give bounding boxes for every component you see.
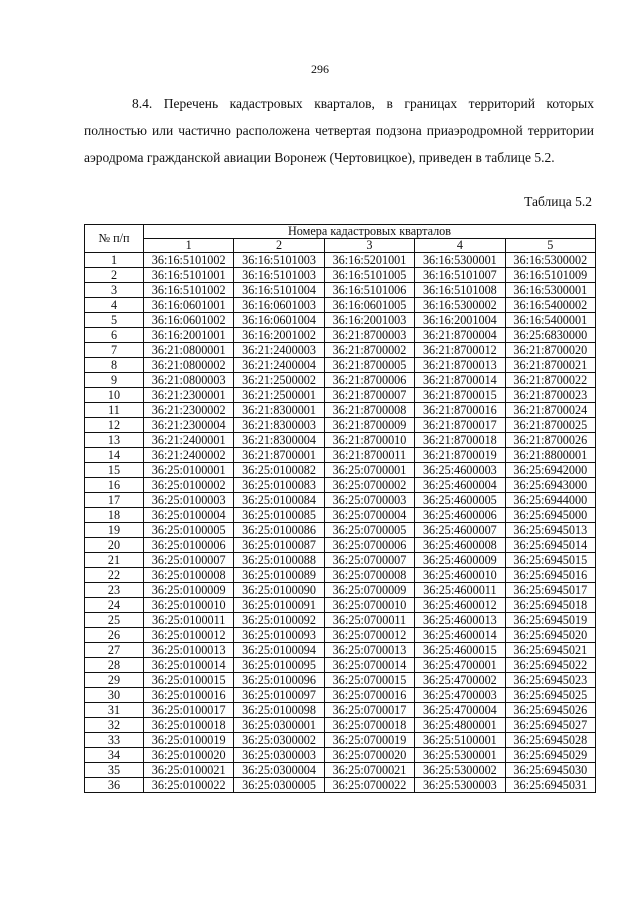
- cadastral-number-cell: 36:21:8300003: [234, 418, 324, 433]
- cadastral-number-cell: 36:25:0700013: [324, 643, 414, 658]
- column-number-header: 3: [324, 239, 414, 253]
- cadastral-number-cell: 36:21:2300002: [144, 403, 234, 418]
- cadastral-number-cell: 36:25:0100090: [234, 583, 324, 598]
- row-number-cell: 10: [85, 388, 144, 403]
- cadastral-number-cell: 36:16:5101002: [144, 283, 234, 298]
- row-number-header: № п/п: [85, 225, 144, 253]
- cadastral-number-cell: 36:25:0700020: [324, 748, 414, 763]
- cadastral-number-cell: 36:25:4600007: [415, 523, 505, 538]
- cadastral-number-cell: 36:25:6944000: [505, 493, 595, 508]
- cadastral-number-cell: 36:25:0100002: [144, 478, 234, 493]
- table-row: [85, 478, 596, 493]
- cadastral-number-cell: 36:21:8700023: [505, 388, 595, 403]
- cadastral-number-cell: 36:25:0700001: [324, 463, 414, 478]
- cadastral-number-cell: 36:16:0601001: [144, 298, 234, 313]
- cadastral-number-cell: 36:25:6945016: [505, 568, 595, 583]
- cadastral-number-cell: 36:25:0700021: [324, 763, 414, 778]
- table-row: [85, 553, 596, 568]
- row-number-cell: 3: [85, 283, 144, 298]
- table-row: [85, 508, 596, 523]
- row-number-cell: 20: [85, 538, 144, 553]
- cadastral-number-cell: 36:21:2500002: [234, 373, 324, 388]
- row-number-cell: 23: [85, 583, 144, 598]
- cadastral-number-cell: 36:25:0100083: [234, 478, 324, 493]
- cadastral-number-cell: 36:25:0700022: [324, 778, 414, 793]
- cadastral-number-cell: 36:25:0700007: [324, 553, 414, 568]
- cadastral-number-cell: 36:25:6945030: [505, 763, 595, 778]
- cadastral-number-cell: 36:25:4600010: [415, 568, 505, 583]
- cadastral-number-cell: 36:25:5300003: [415, 778, 505, 793]
- cadastral-number-cell: 36:25:4600008: [415, 538, 505, 553]
- table-caption: Таблица 5.2: [524, 194, 592, 209]
- cadastral-number-cell: 36:21:0800002: [144, 358, 234, 373]
- cadastral-number-cell: 36:25:0100082: [234, 463, 324, 478]
- cadastral-number-cell: 36:25:6945014: [505, 538, 595, 553]
- cadastral-number-cell: 36:25:0100097: [234, 688, 324, 703]
- cadastral-number-cell: 36:21:8700010: [324, 433, 414, 448]
- cadastral-number-cell: 36:25:0100006: [144, 538, 234, 553]
- table-row: [85, 463, 596, 478]
- row-number-cell: 29: [85, 673, 144, 688]
- cadastral-number-cell: 36:25:0700018: [324, 718, 414, 733]
- row-number-cell: 33: [85, 733, 144, 748]
- row-number-cell: 36: [85, 778, 144, 793]
- table-row: [85, 718, 596, 733]
- cadastral-number-cell: 36:25:0100007: [144, 553, 234, 568]
- cadastral-number-cell: 36:25:4700004: [415, 703, 505, 718]
- cadastral-number-cell: 36:21:8700002: [324, 343, 414, 358]
- cadastral-number-cell: 36:25:6945029: [505, 748, 595, 763]
- cadastral-number-cell: 36:25:0700012: [324, 628, 414, 643]
- row-number-cell: 7: [85, 343, 144, 358]
- cadastral-number-cell: 36:25:6942000: [505, 463, 595, 478]
- row-number-cell: 31: [85, 703, 144, 718]
- table-body: [85, 253, 596, 793]
- cadastral-number-cell: 36:21:8700018: [415, 433, 505, 448]
- table-row: [85, 418, 596, 433]
- cadastral-number-cell: 36:25:0100015: [144, 673, 234, 688]
- cadastral-number-cell: 36:16:5101003: [234, 253, 324, 268]
- column-number-header: 1: [144, 239, 234, 253]
- cadastral-number-cell: 36:21:8700012: [415, 343, 505, 358]
- cadastral-number-cell: 36:21:8300004: [234, 433, 324, 448]
- row-number-cell: 30: [85, 688, 144, 703]
- cadastral-number-cell: 36:25:0100093: [234, 628, 324, 643]
- cadastral-number-cell: 36:21:2400001: [144, 433, 234, 448]
- cadastral-number-cell: 36:16:5300002: [505, 253, 595, 268]
- cadastral-number-cell: 36:16:2001003: [324, 313, 414, 328]
- cadastral-number-cell: 36:25:0100011: [144, 613, 234, 628]
- table-row: [85, 268, 596, 283]
- column-number-header: 5: [505, 239, 595, 253]
- cadastral-number-cell: 36:16:5101008: [415, 283, 505, 298]
- cadastral-number-cell: 36:21:8700017: [415, 418, 505, 433]
- cadastral-number-cell: 36:16:5101006: [324, 283, 414, 298]
- cadastral-number-cell: 36:25:0700009: [324, 583, 414, 598]
- cadastral-number-cell: 36:25:5300002: [415, 763, 505, 778]
- cadastral-number-cell: 36:25:0100009: [144, 583, 234, 598]
- table-column-numbers-row: [85, 239, 596, 253]
- cadastral-number-cell: 36:25:4600009: [415, 553, 505, 568]
- cadastral-number-cell: 36:25:0100098: [234, 703, 324, 718]
- row-number-cell: 2: [85, 268, 144, 283]
- cadastral-number-cell: 36:25:6945027: [505, 718, 595, 733]
- cadastral-number-cell: 36:21:8700021: [505, 358, 595, 373]
- cadastral-number-cell: 36:25:6945020: [505, 628, 595, 643]
- cadastral-number-cell: 36:21:0800001: [144, 343, 234, 358]
- cadastral-number-cell: 36:25:6945013: [505, 523, 595, 538]
- cadastral-number-cell: 36:25:4700001: [415, 658, 505, 673]
- cadastral-number-cell: 36:25:0700017: [324, 703, 414, 718]
- table-row: [85, 628, 596, 643]
- cadastral-number-cell: 36:21:8700004: [415, 328, 505, 343]
- cadastral-number-cell: 36:25:0700006: [324, 538, 414, 553]
- cadastral-number-cell: 36:16:5101002: [144, 253, 234, 268]
- cadastral-number-cell: 36:25:4600012: [415, 598, 505, 613]
- cadastral-number-cell: 36:21:8800001: [505, 448, 595, 463]
- cadastral-number-cell: 36:25:6945018: [505, 598, 595, 613]
- cadastral-number-cell: 36:25:0100004: [144, 508, 234, 523]
- row-number-cell: 14: [85, 448, 144, 463]
- row-number-cell: 27: [85, 643, 144, 658]
- table-row: [85, 388, 596, 403]
- cadastral-number-cell: 36:21:8700025: [505, 418, 595, 433]
- cadastral-number-cell: 36:21:0800003: [144, 373, 234, 388]
- row-number-cell: 15: [85, 463, 144, 478]
- cadastral-number-cell: 36:25:4700003: [415, 688, 505, 703]
- cadastral-number-cell: 36:25:6830000: [505, 328, 595, 343]
- cadastral-number-cell: 36:25:4700002: [415, 673, 505, 688]
- cadastral-number-cell: 36:21:8700013: [415, 358, 505, 373]
- table-row: [85, 778, 596, 793]
- cadastral-number-cell: 36:25:0700011: [324, 613, 414, 628]
- cadastral-number-cell: 36:25:0100005: [144, 523, 234, 538]
- cadastral-numbers-header: Номера кадастровых кварталов: [144, 225, 596, 239]
- cadastral-number-cell: 36:25:6945017: [505, 583, 595, 598]
- table-row: [85, 763, 596, 778]
- cadastral-number-cell: 36:25:0100008: [144, 568, 234, 583]
- cadastral-number-cell: 36:25:0100087: [234, 538, 324, 553]
- cadastral-number-cell: 36:25:0700019: [324, 733, 414, 748]
- cadastral-quarters-table: [84, 224, 596, 793]
- cadastral-number-cell: 36:21:8700006: [324, 373, 414, 388]
- table-row: [85, 373, 596, 388]
- cadastral-number-cell: 36:16:5300002: [415, 298, 505, 313]
- cadastral-number-cell: 36:25:0100089: [234, 568, 324, 583]
- row-number-cell: 21: [85, 553, 144, 568]
- row-number-cell: 19: [85, 523, 144, 538]
- cadastral-number-cell: 36:25:0100010: [144, 598, 234, 613]
- cadastral-number-cell: 36:16:5201001: [324, 253, 414, 268]
- cadastral-number-cell: 36:16:0601004: [234, 313, 324, 328]
- cadastral-number-cell: 36:25:4600011: [415, 583, 505, 598]
- cadastral-number-cell: 36:25:0700016: [324, 688, 414, 703]
- row-number-cell: 11: [85, 403, 144, 418]
- cadastral-number-cell: 36:25:0700010: [324, 598, 414, 613]
- column-number-header: 2: [234, 239, 324, 253]
- cadastral-number-cell: 36:25:0100021: [144, 763, 234, 778]
- cadastral-number-cell: 36:25:0100091: [234, 598, 324, 613]
- cadastral-number-cell: 36:25:6945015: [505, 553, 595, 568]
- cadastral-number-cell: 36:25:6945021: [505, 643, 595, 658]
- cadastral-number-cell: 36:21:8700020: [505, 343, 595, 358]
- cadastral-number-cell: 36:21:8700005: [324, 358, 414, 373]
- table-row: [85, 328, 596, 343]
- cadastral-number-cell: 36:16:5101004: [234, 283, 324, 298]
- row-number-cell: 32: [85, 718, 144, 733]
- table-row: [85, 583, 596, 598]
- row-number-cell: 1: [85, 253, 144, 268]
- cadastral-number-cell: 36:21:8700001: [234, 448, 324, 463]
- table-row: [85, 493, 596, 508]
- row-number-cell: 16: [85, 478, 144, 493]
- row-number-cell: 13: [85, 433, 144, 448]
- cadastral-number-cell: 36:21:8700014: [415, 373, 505, 388]
- cadastral-number-cell: 36:25:5100001: [415, 733, 505, 748]
- row-number-cell: 8: [85, 358, 144, 373]
- cadastral-number-cell: 36:25:0700004: [324, 508, 414, 523]
- cadastral-number-cell: 36:25:0100094: [234, 643, 324, 658]
- cadastral-number-cell: 36:25:0700008: [324, 568, 414, 583]
- row-number-cell: 24: [85, 598, 144, 613]
- table-row: [85, 253, 596, 268]
- table-row: [85, 358, 596, 373]
- cadastral-number-cell: 36:21:8700015: [415, 388, 505, 403]
- cadastral-number-cell: 36:25:0100088: [234, 553, 324, 568]
- cadastral-number-cell: 36:25:0300001: [234, 718, 324, 733]
- cadastral-number-cell: 36:25:0100013: [144, 643, 234, 658]
- page-number: 296: [311, 62, 329, 76]
- table-row: [85, 598, 596, 613]
- table-group-header-row: [85, 225, 596, 239]
- cadastral-number-cell: 36:25:0100084: [234, 493, 324, 508]
- table-row: [85, 688, 596, 703]
- cadastral-number-cell: 36:16:2001001: [144, 328, 234, 343]
- cadastral-number-cell: 36:25:0100001: [144, 463, 234, 478]
- cadastral-number-cell: 36:25:0100022: [144, 778, 234, 793]
- cadastral-number-cell: 36:16:5101005: [324, 268, 414, 283]
- cadastral-number-cell: 36:25:4600015: [415, 643, 505, 658]
- cadastral-number-cell: 36:25:6945028: [505, 733, 595, 748]
- cadastral-number-cell: 36:16:0601002: [144, 313, 234, 328]
- cadastral-number-cell: 36:25:0100092: [234, 613, 324, 628]
- cadastral-number-cell: 36:25:6945026: [505, 703, 595, 718]
- cadastral-number-cell: 36:21:2300004: [144, 418, 234, 433]
- table-row: [85, 643, 596, 658]
- cadastral-number-cell: 36:21:2400004: [234, 358, 324, 373]
- cadastral-number-cell: 36:25:0100003: [144, 493, 234, 508]
- cadastral-number-cell: 36:25:0300002: [234, 733, 324, 748]
- cadastral-number-cell: 36:21:8700003: [324, 328, 414, 343]
- cadastral-number-cell: 36:21:8700016: [415, 403, 505, 418]
- cadastral-number-cell: 36:25:6945022: [505, 658, 595, 673]
- cadastral-number-cell: 36:25:6945031: [505, 778, 595, 793]
- cadastral-number-cell: 36:25:0100085: [234, 508, 324, 523]
- cadastral-number-cell: 36:25:6945019: [505, 613, 595, 628]
- row-number-cell: 28: [85, 658, 144, 673]
- table-row: [85, 658, 596, 673]
- table-row: [85, 433, 596, 448]
- row-number-cell: 25: [85, 613, 144, 628]
- cadastral-number-cell: 36:25:0700014: [324, 658, 414, 673]
- table-row: [85, 403, 596, 418]
- cadastral-number-cell: 36:25:4600003: [415, 463, 505, 478]
- row-number-cell: 17: [85, 493, 144, 508]
- cadastral-number-cell: 36:25:6945023: [505, 673, 595, 688]
- cadastral-number-cell: 36:25:0100012: [144, 628, 234, 643]
- table-row: [85, 283, 596, 298]
- cadastral-number-cell: 36:25:4600005: [415, 493, 505, 508]
- cadastral-number-cell: 36:16:5101007: [415, 268, 505, 283]
- cadastral-number-cell: 36:16:5300001: [505, 283, 595, 298]
- cadastral-number-cell: 36:25:0300003: [234, 748, 324, 763]
- column-number-header: 4: [415, 239, 505, 253]
- cadastral-number-cell: 36:25:4600004: [415, 478, 505, 493]
- intro-paragraph: 8.4. Перечень кадастровых кварталов, в границах территорий которых полностью или частично расположена четвертая подзона приаэродромной территории аэродрома гражданской авиации Воронеж (Чертовицкое), приведен в таблице 5.2.: [84, 96, 594, 165]
- cadastral-number-cell: 36:25:0100095: [234, 658, 324, 673]
- row-number-cell: 18: [85, 508, 144, 523]
- cadastral-number-cell: 36:16:5101001: [144, 268, 234, 283]
- cadastral-number-cell: 36:25:0100019: [144, 733, 234, 748]
- cadastral-number-cell: 36:16:5101009: [505, 268, 595, 283]
- row-number-cell: 35: [85, 763, 144, 778]
- table-row: [85, 673, 596, 688]
- cadastral-number-cell: 36:25:0300004: [234, 763, 324, 778]
- cadastral-number-cell: 36:25:6943000: [505, 478, 595, 493]
- row-number-cell: 4: [85, 298, 144, 313]
- row-number-cell: 34: [85, 748, 144, 763]
- cadastral-number-cell: 36:21:8700026: [505, 433, 595, 448]
- cadastral-number-cell: 36:25:0100014: [144, 658, 234, 673]
- table-row: [85, 748, 596, 763]
- cadastral-number-cell: 36:25:0100016: [144, 688, 234, 703]
- cadastral-number-cell: 36:21:8700011: [324, 448, 414, 463]
- cadastral-number-cell: 36:25:0300005: [234, 778, 324, 793]
- cadastral-number-cell: 36:16:5101003: [234, 268, 324, 283]
- cadastral-number-cell: 36:21:2500001: [234, 388, 324, 403]
- table-row: [85, 568, 596, 583]
- cadastral-number-cell: 36:16:5400002: [505, 298, 595, 313]
- table-row: [85, 298, 596, 313]
- cadastral-number-cell: 36:25:6945000: [505, 508, 595, 523]
- cadastral-number-cell: 36:25:0700015: [324, 673, 414, 688]
- cadastral-number-cell: 36:16:0601005: [324, 298, 414, 313]
- cadastral-number-cell: 36:16:2001004: [415, 313, 505, 328]
- cadastral-number-cell: 36:25:0100086: [234, 523, 324, 538]
- table-row: [85, 613, 596, 628]
- cadastral-number-cell: 36:21:2400003: [234, 343, 324, 358]
- cadastral-number-cell: 36:21:8700008: [324, 403, 414, 418]
- cadastral-number-cell: 36:16:0601003: [234, 298, 324, 313]
- cadastral-number-cell: 36:25:6945025: [505, 688, 595, 703]
- table-row: [85, 703, 596, 718]
- cadastral-number-cell: 36:25:0100020: [144, 748, 234, 763]
- cadastral-number-cell: 36:25:0100017: [144, 703, 234, 718]
- cadastral-number-cell: 36:25:4600014: [415, 628, 505, 643]
- cadastral-number-cell: 36:21:8300001: [234, 403, 324, 418]
- table-row: [85, 538, 596, 553]
- cadastral-number-cell: 36:21:8700019: [415, 448, 505, 463]
- cadastral-number-cell: 36:21:8700009: [324, 418, 414, 433]
- cadastral-number-cell: 36:25:4800001: [415, 718, 505, 733]
- cadastral-number-cell: 36:21:8700024: [505, 403, 595, 418]
- cadastral-number-cell: 36:21:8700007: [324, 388, 414, 403]
- cadastral-number-cell: 36:25:0700005: [324, 523, 414, 538]
- row-number-cell: 9: [85, 373, 144, 388]
- cadastral-number-cell: 36:16:5400001: [505, 313, 595, 328]
- table-row: [85, 448, 596, 463]
- cadastral-number-cell: 36:16:5300001: [415, 253, 505, 268]
- cadastral-number-cell: 36:25:5300001: [415, 748, 505, 763]
- cadastral-number-cell: 36:21:2300001: [144, 388, 234, 403]
- cadastral-number-cell: 36:21:2400002: [144, 448, 234, 463]
- cadastral-number-cell: 36:25:4600013: [415, 613, 505, 628]
- cadastral-number-cell: 36:21:8700022: [505, 373, 595, 388]
- row-number-cell: 5: [85, 313, 144, 328]
- table-row: [85, 733, 596, 748]
- cadastral-number-cell: 36:25:0100018: [144, 718, 234, 733]
- row-number-cell: 22: [85, 568, 144, 583]
- row-number-cell: 12: [85, 418, 144, 433]
- cadastral-number-cell: 36:16:2001002: [234, 328, 324, 343]
- cadastral-number-cell: 36:25:0700002: [324, 478, 414, 493]
- table-row: [85, 313, 596, 328]
- cadastral-number-cell: 36:25:0100096: [234, 673, 324, 688]
- row-number-cell: 6: [85, 328, 144, 343]
- cadastral-number-cell: 36:25:0700003: [324, 493, 414, 508]
- cadastral-number-cell: 36:25:4600006: [415, 508, 505, 523]
- row-number-cell: 26: [85, 628, 144, 643]
- table-row: [85, 343, 596, 358]
- table-row: [85, 523, 596, 538]
